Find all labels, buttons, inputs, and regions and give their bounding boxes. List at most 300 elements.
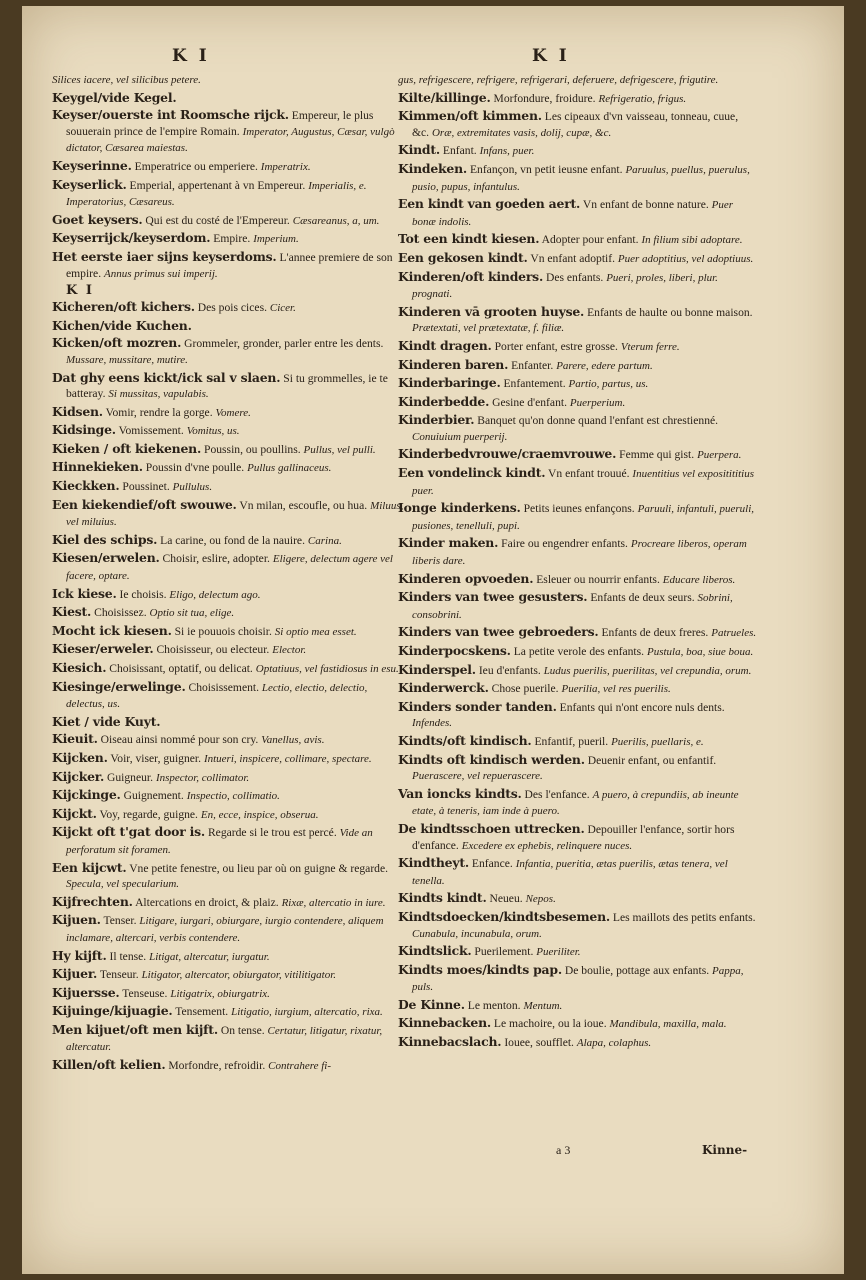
french-gloss: Tensement.: [175, 1005, 229, 1019]
latin-gloss: Cæsareanus, a, um.: [292, 214, 380, 227]
running-head-right: K I: [532, 46, 570, 66]
dictionary-entry: [52, 335, 404, 368]
left-column: [52, 72, 404, 1076]
french-gloss: Enfants qui n'ont encore nuls dents.: [559, 700, 725, 714]
headword: Een kiekendief/oft swouwe.: [52, 496, 237, 512]
dictionary-entry: [398, 680, 758, 698]
dictionary-entry: [398, 231, 758, 249]
french-gloss: Neueu.: [489, 892, 523, 906]
headword: Keyserinne.: [52, 157, 132, 173]
dictionary-entry: [398, 196, 758, 230]
headword: Kijcker.: [52, 768, 105, 784]
dictionary-entry: [52, 532, 404, 550]
latin-gloss: Contrahere fi-: [268, 1060, 331, 1073]
dictionary-entry: [52, 787, 404, 805]
headword: Kindts moes/kindts pap.: [398, 961, 562, 977]
french-gloss: Enfantement.: [503, 377, 566, 391]
headword: Men kijuet/oft men kijft.: [52, 1021, 218, 1037]
latin-gloss: Elector.: [272, 644, 307, 657]
headword: Kindts kindt.: [398, 890, 487, 906]
french-gloss: Le machoire, ou la ioue.: [493, 1017, 607, 1031]
dictionary-entry: [52, 72, 404, 89]
headword: Kinderen baren.: [398, 356, 509, 372]
headword: Kinder maken.: [398, 535, 499, 551]
dictionary-entry: [398, 589, 758, 623]
french-gloss: Choisissant, optatif, ou delicat.: [109, 662, 253, 675]
dictionary-entry: [52, 1022, 404, 1056]
french-gloss: Le menton.: [467, 998, 521, 1012]
french-gloss: Vomir, rendre la gorge.: [105, 405, 213, 419]
french-gloss: Porter enfant, estre grosse.: [494, 339, 618, 353]
dictionary-entry: [52, 824, 404, 858]
latin-gloss: Excedere ex ephebis, relinquere nuces.: [461, 839, 633, 852]
catchword: Kinne-: [702, 1143, 748, 1157]
latin-gloss: Puerpera.: [697, 449, 742, 462]
latin-gloss: Vide an perforatum sit foramen.: [66, 827, 373, 856]
headword: Kindts/oft kindisch.: [398, 732, 532, 748]
dictionary-entry: [398, 446, 758, 464]
dictionary-entry: [52, 497, 404, 531]
dictionary-entry: [52, 1003, 404, 1021]
dictionary-entry: [52, 107, 404, 157]
headword: Kijuinge/kijuagie.: [52, 1003, 173, 1019]
dictionary-entry: [52, 249, 404, 282]
dictionary-entry: [52, 750, 404, 768]
french-gloss: Iouee, soufflet.: [504, 1036, 574, 1050]
dictionary-entry: [52, 679, 404, 713]
french-gloss: Enfanter.: [511, 358, 554, 372]
dictionary-entry: [398, 1015, 758, 1033]
headword: Kidsinge.: [52, 422, 116, 438]
latin-gloss: Infantia, pueritia, ætas puerilis, ætas tenera, vel tenella.: [412, 858, 728, 887]
dictionary-entry: [52, 318, 404, 335]
french-gloss: Emperatrice ou emperiere.: [134, 159, 258, 173]
french-gloss: Esleuer ou nourrir enfants.: [536, 572, 660, 586]
signature-mark: a 3: [556, 1143, 571, 1157]
french-gloss: La petite verole des enfants.: [513, 645, 645, 658]
french-gloss: Ieu d'enfants.: [478, 663, 541, 677]
latin-gloss: Si optio mea esset.: [274, 625, 357, 638]
latin-gloss: Puerperium.: [569, 396, 626, 409]
dictionary-entry: [398, 571, 758, 589]
latin-gloss: Ludus puerilis, puerilitas, vel crepundia, orum.: [543, 664, 752, 677]
latin-gloss: Inuentitius vel expositititius puer.: [412, 468, 754, 497]
headword: Kijuer.: [52, 966, 98, 982]
headword: Kiesich.: [52, 660, 107, 675]
latin-gloss: Conuiuium puerperij.: [412, 430, 508, 443]
headword: Kijuen.: [52, 912, 101, 928]
headword: Kiel des schips.: [52, 531, 158, 547]
dictionary-entry: [52, 860, 404, 893]
headword: Ick kiese.: [52, 585, 117, 601]
french-gloss: Il tense.: [109, 949, 147, 963]
headword: Een kindt van goeden aert.: [398, 196, 581, 212]
latin-gloss: Pappa, puls.: [412, 964, 744, 994]
latin-gloss: Vomere.: [215, 406, 251, 419]
headword: Kindt dragen.: [398, 337, 492, 353]
latin-gloss: Cunabula, incunabula, orum.: [412, 927, 542, 940]
dictionary-entry: [52, 894, 404, 912]
latin-gloss: Pullulus.: [172, 481, 213, 494]
latin-gloss: Patrueles.: [711, 627, 757, 640]
dictionary-entry: [52, 158, 404, 176]
dictionary-entry: [398, 412, 758, 445]
french-gloss: Poussin d'vne poulle.: [145, 461, 245, 475]
headword: Kijckinge.: [52, 787, 121, 803]
dictionary-entry: [52, 985, 404, 1003]
french-gloss: On tense.: [220, 1023, 265, 1037]
dictionary-entry: [52, 478, 404, 496]
french-gloss: Poussin, ou poullins.: [204, 442, 301, 456]
french-gloss: Puerilement.: [474, 945, 534, 959]
dictionary-entry: [398, 662, 758, 680]
dictionary-entry: [398, 357, 758, 375]
latin-gloss: Intueri, inspicere, collimare, spectare.: [203, 752, 372, 765]
dictionary-entry: [52, 660, 404, 678]
headword: Kindt.: [398, 142, 440, 158]
latin-gloss: Imperator, Augustus, Cæsar, vulgò dictator, Cæsarea maiestas.: [66, 125, 395, 155]
headword: Tot een kindt kiesen.: [398, 231, 540, 247]
headword: Kindts oft kindisch werden.: [398, 751, 585, 767]
french-gloss: Morfondure, froidure.: [493, 91, 596, 105]
latin-gloss: Vanellus, avis.: [261, 734, 325, 747]
headword: Goet keysers.: [52, 211, 143, 227]
french-gloss: Morfondre, refroidir.: [168, 1059, 266, 1073]
latin-gloss: A puero, à crepundiis, ab ineunte etate, à teneris, iam inde à puero.: [412, 788, 739, 818]
latin-gloss: Pueri, proles, liberi, plur. prognati.: [412, 271, 718, 301]
french-gloss: Vn enfant trouué.: [548, 467, 630, 481]
headword: Keyserlick.: [52, 176, 127, 192]
headword: Kieuit.: [52, 731, 98, 747]
latin-gloss: Imperialis, e. Imperatorius, Cæsareus.: [66, 179, 367, 209]
headword: Killen/oft kelien.: [52, 1057, 166, 1073]
french-gloss: Guigneur.: [106, 770, 154, 784]
latin-gloss: Oræ, extremitates vasis, dolij, cupæ, &c.: [431, 126, 612, 139]
dictionary-entry: [52, 299, 404, 317]
dictionary-entry: [52, 459, 404, 477]
dictionary-entry: [398, 752, 758, 785]
latin-gloss: Mussare, mussitare, mutire.: [66, 353, 188, 366]
french-gloss: Enfant.: [442, 144, 477, 158]
headword: Kinderen opvoeden.: [398, 570, 534, 586]
headword: Ionge kinderkens.: [398, 500, 521, 516]
latin-gloss: Litigat, altercatur, iurgatur.: [149, 950, 270, 963]
dictionary-entry: [398, 500, 758, 534]
dictionary-entry: [398, 375, 758, 393]
section-heading: K I: [66, 283, 94, 299]
french-gloss: La carine, ou fond de la nauire.: [160, 533, 305, 547]
french-gloss: Enfantif, pueril.: [534, 734, 609, 748]
dictionary-entry: [52, 641, 404, 659]
latin-gloss: Imperatrix.: [260, 160, 311, 173]
french-gloss: Vne petite fenestre, ou lieu par où on guigne & regarde.: [129, 861, 389, 875]
headword: Hy kijft.: [52, 947, 107, 963]
latin-gloss: Infans, puer.: [479, 145, 535, 158]
french-gloss: Les cipeaux d'vn vaisseau, tonneau, cuue, &c.: [412, 110, 739, 139]
headword: Kinderen/oft kinders.: [398, 268, 544, 284]
french-gloss: Des pois cices.: [197, 301, 267, 315]
headword: Kinderbaringe.: [398, 375, 501, 391]
dictionary-entry: [398, 699, 758, 732]
french-gloss: Des l'enfance.: [524, 787, 590, 801]
french-gloss: De boulie, pottage aux enfants.: [564, 963, 710, 977]
french-gloss: Choisir, eslire, adopter.: [162, 552, 270, 566]
french-gloss: Voir, viser, guigner.: [110, 751, 202, 765]
latin-gloss: Litigatio, iurgium, altercatio, rixa.: [231, 1006, 383, 1019]
headword: Kinderbedde.: [398, 393, 490, 409]
dictionary-entry: [52, 550, 404, 584]
headword: Kieken / oft kiekenen.: [52, 440, 202, 456]
latin-gloss: Nepos.: [525, 893, 556, 906]
latin-gloss: Specula, vel specularium.: [66, 878, 180, 891]
french-gloss: Chose puerile.: [491, 682, 559, 696]
dictionary-entry: [52, 441, 404, 459]
latin-gloss: Parere, edere partum.: [556, 359, 653, 372]
french-gloss: Ie choisis.: [119, 587, 167, 601]
latin-gloss: Paruulus, puellus, puerulus, pusio, pupus, infantulus.: [412, 163, 750, 193]
headword: Kiet / vide Kuyt.: [52, 713, 161, 729]
latin-gloss: Prætextati, vel prætextatæ, f. filiæ.: [412, 322, 565, 335]
latin-gloss: Optatiuus, vel fastidiosus in esu.: [255, 663, 399, 675]
french-gloss: Femme qui gist.: [619, 448, 695, 462]
headword: Kijckt.: [52, 805, 97, 821]
headword: Dat ghy eens kickt/ick sal v slaen.: [52, 369, 281, 385]
dictionary-entry: [52, 1057, 404, 1075]
headword: Hinnekieken.: [52, 459, 143, 475]
headword: Een gekosen kindt.: [398, 249, 528, 265]
right-column: [398, 72, 758, 1053]
latin-gloss: Infendes.: [412, 717, 453, 730]
dictionary-entry: [52, 212, 404, 230]
headword: Kiesinge/erwelinge.: [52, 678, 186, 694]
french-gloss: Vn milan, escoufle, ou hua.: [239, 498, 368, 512]
headword: Kinnebacken.: [398, 1015, 492, 1031]
french-gloss: Vn enfant de bonne nature.: [582, 198, 709, 212]
latin-gloss: En, ecce, inspice, obserua.: [200, 808, 319, 821]
latin-gloss: Eligere, delectum agere vel facere, optare.: [66, 553, 393, 583]
latin-gloss: Eligo, delectum ago.: [169, 588, 261, 601]
headword: Kicken/oft mozren.: [52, 335, 182, 351]
latin-gloss: Annus primus sui imperij.: [104, 267, 218, 280]
headword: Kijfrechten.: [52, 893, 133, 909]
french-gloss: Poussinet.: [122, 480, 170, 494]
dictionary-entry: [398, 786, 758, 820]
latin-gloss: Litigare, iurgari, obiurgare, iurgio contendere, aliquem inclamare, altercari, verbis contendere.: [66, 915, 384, 944]
french-gloss: Deuenir enfant, ou enfantif.: [587, 753, 717, 767]
dictionary-entry: [398, 855, 758, 889]
french-gloss: Grommeler, gronder, parler entre les dents.: [184, 337, 384, 351]
latin-gloss: Partio, partus, us.: [568, 378, 649, 391]
headword: Een kijcwt.: [52, 859, 127, 875]
french-gloss: Guignement.: [123, 789, 184, 803]
headword: Kindeken.: [398, 160, 468, 176]
dictionary-entry: [398, 821, 758, 854]
french-gloss: Choisissement.: [188, 680, 260, 694]
latin-gloss: Sobrini, consobrini.: [412, 592, 733, 621]
dictionary-entry: [398, 72, 758, 89]
french-gloss: Tenseur.: [99, 968, 139, 982]
dictionary-entry: [398, 535, 758, 569]
latin-gloss: Refrigeratio, frigus.: [598, 92, 687, 105]
dictionary-entry: [398, 250, 758, 268]
latin-gloss: Certatur, litigatur, rixatur, altercatur.: [66, 1024, 383, 1054]
dictionary-entry: [398, 624, 758, 642]
dictionary-entry: [52, 177, 404, 211]
latin-gloss: Rixæ, altercatio in iure.: [281, 896, 386, 909]
french-gloss: Si tu grommelles, ie te batteray.: [66, 371, 388, 401]
latin-gloss: Puerilia, vel res puerilis.: [561, 683, 671, 696]
headword: Kijckt oft t'gat door is.: [52, 824, 206, 840]
dictionary-entry: [52, 769, 404, 787]
headword: Kindtslick.: [398, 943, 472, 959]
french-gloss: Enfants de deux freres.: [601, 626, 709, 640]
latin-gloss: Paruuli, infantuli, pueruli, pusiones, tenelluli, pupi.: [412, 503, 755, 532]
french-gloss: Faire ou engendrer enfants.: [501, 537, 628, 551]
dictionary-entry: [52, 948, 404, 966]
dictionary-entry: [398, 890, 758, 908]
french-gloss: Empereur, le plus souuerain prince de l'empire Romain.: [66, 109, 374, 138]
dictionary-entry: [398, 338, 758, 356]
latin-gloss: Mandibula, maxilla, mala.: [609, 1018, 727, 1031]
french-gloss: Choisisseur, ou electeur.: [156, 643, 270, 657]
latin-gloss: Litigator, altercator, obiurgator, vitilitigator.: [141, 969, 337, 982]
dictionary-entry: [398, 643, 758, 661]
headword: Kinderen vā grooten huyse.: [398, 303, 585, 319]
latin-gloss: Procreare liberos, operam liberis dare.: [412, 538, 747, 568]
headword: Keyser/ouerste int Roomsche rijck.: [52, 107, 289, 123]
headword: Kinders van twee gebroeders.: [398, 624, 599, 640]
running-head-left: K I: [172, 46, 210, 66]
french-gloss: Vomissement.: [118, 424, 184, 438]
dictionary-entry: [52, 623, 404, 641]
french-gloss: Emperial, appertenant à vn Empereur.: [129, 178, 306, 192]
french-gloss: Petits ieunes enfançons.: [523, 502, 635, 516]
dictionary-entry: [398, 394, 758, 412]
headword: Kinderbier.: [398, 412, 475, 428]
dictionary-entry: [52, 714, 404, 731]
headword: Kinderspel.: [398, 661, 476, 677]
headword: Kindtsdoecken/kindtsbesemen.: [398, 908, 610, 924]
headword: Kinders van twee gesusters.: [398, 589, 588, 605]
dictionary-entry: [52, 731, 404, 749]
headword: Kimmen/oft kimmen.: [398, 108, 542, 124]
headword: Kinders sonder tanden.: [398, 698, 557, 714]
dictionary-entry: [52, 806, 404, 824]
headword: Kiesen/erwelen.: [52, 550, 160, 566]
headword: Kieser/erweler.: [52, 641, 154, 657]
dictionary-entry: [52, 230, 404, 248]
latin-gloss: Mentum.: [523, 999, 563, 1012]
dictionary-entry: [398, 161, 758, 195]
latin-gloss: Alapa, colaphus.: [576, 1037, 652, 1050]
latin-gloss: Silices iacere, vel silicibus petere.: [52, 74, 201, 86]
latin-gloss: Inspector, collimator.: [155, 771, 250, 784]
dictionary-entry: [398, 909, 758, 942]
latin-gloss: Vomitus, us.: [186, 425, 240, 438]
latin-gloss: Lectio, electio, delectio, delectus, us.: [66, 681, 368, 711]
dictionary-entry: [52, 370, 404, 403]
latin-gloss: Puerilis, puellaris, e.: [611, 735, 704, 748]
headword: De kindtsschoen uttrecken.: [398, 820, 585, 836]
french-gloss: Choisissez.: [94, 606, 147, 620]
dictionary-entry: [398, 108, 758, 141]
dictionary-entry: [52, 966, 404, 984]
latin-gloss: Pullus, vel pulli.: [303, 443, 376, 456]
latin-gloss: Optio sit tua, elige.: [149, 607, 235, 620]
dictionary-entry: [398, 962, 758, 996]
latin-gloss: Puer adoptitius, vel adoptiuus.: [617, 252, 754, 265]
headword: Van ioncks kindts.: [398, 785, 522, 801]
latin-gloss: Puer bonæ indolis.: [412, 199, 734, 228]
latin-gloss: Cicer.: [269, 302, 296, 315]
latin-gloss: Pustula, boa, siue boua.: [646, 646, 754, 658]
french-gloss: Enfance.: [471, 857, 513, 871]
french-gloss: Enfançon, vn petit ieusne enfant.: [469, 162, 623, 176]
french-gloss: Oiseau ainsi nommé pour son cry.: [100, 733, 259, 747]
headword: Kieckken.: [52, 478, 120, 494]
latin-gloss: Inspectio, collimatio.: [186, 790, 280, 803]
headword: Keygel/vide Kegel.: [52, 89, 177, 105]
dictionary-entry: [52, 586, 404, 604]
latin-gloss: Litigatrix, obiurgatrix.: [170, 987, 270, 1000]
headword: Kichen/vide Kuchen.: [52, 317, 192, 333]
headword: Kilte/killinge.: [398, 89, 491, 105]
dictionary-entry: [398, 733, 758, 751]
headword: Kinnebacslach.: [398, 1034, 502, 1050]
french-gloss: Les maillots des petits enfants.: [612, 910, 756, 924]
headword: Kindtheyt.: [398, 855, 470, 871]
latin-gloss: In filium sibi adoptare.: [641, 234, 743, 247]
french-gloss: Banquet qu'on donne quand l'enfant est chrestienné.: [477, 414, 719, 428]
headword: Kinderpocskens.: [398, 643, 511, 658]
french-gloss: Tenser.: [103, 914, 137, 928]
dictionary-entry: [52, 912, 404, 946]
headword: Kidsen.: [52, 403, 103, 419]
french-gloss: Enfants de haulte ou bonne maison.: [587, 305, 753, 319]
latin-gloss: Pueriliter.: [536, 946, 581, 959]
latin-gloss: Educare liberos.: [662, 573, 736, 586]
latin-gloss: Si mussitas, vapulabis.: [108, 388, 209, 401]
headword: Kiest.: [52, 604, 92, 620]
dictionary-entry: [398, 997, 758, 1015]
dictionary-page: [22, 6, 844, 1274]
headword: Keyserrijck/keyserdom.: [52, 230, 211, 246]
latin-gloss: Puerascere, vel repuerascere.: [412, 770, 543, 783]
french-gloss: Regarde si le trou est percé.: [207, 826, 337, 840]
french-gloss: Tenseuse.: [122, 986, 168, 1000]
dictionary-entry: [398, 465, 758, 499]
headword: Kinderwerck.: [398, 680, 489, 696]
french-gloss: Adopter pour enfant.: [541, 233, 639, 247]
dictionary-entry: [52, 404, 404, 422]
headword: Kijcken.: [52, 749, 108, 765]
headword: Een vondelinck kindt.: [398, 465, 546, 481]
french-gloss: Gesine d'enfant.: [492, 395, 567, 409]
dictionary-entry: [52, 422, 404, 440]
french-gloss: Si ie pouuois choisir.: [174, 624, 272, 638]
latin-gloss: gus, refrigescere, refrigere, refrigerari, deferuere, defrigescere, frigutire.: [398, 74, 719, 86]
french-gloss: L'annee premiere de son empire.: [66, 250, 393, 280]
dictionary-entry: [398, 142, 758, 160]
dictionary-entry: [398, 943, 758, 961]
french-gloss: Vn enfant adoptif.: [530, 251, 616, 265]
latin-gloss: Pullus gallinaceus.: [247, 462, 332, 475]
headword: Kinderbedvrouwe/craemvrouwe.: [398, 446, 617, 462]
french-gloss: Voy, regarde, guigne.: [99, 807, 198, 821]
dictionary-entry: [398, 90, 758, 108]
french-gloss: Empire.: [213, 232, 251, 246]
french-gloss: Qui est du costé de l'Empereur.: [145, 213, 290, 227]
